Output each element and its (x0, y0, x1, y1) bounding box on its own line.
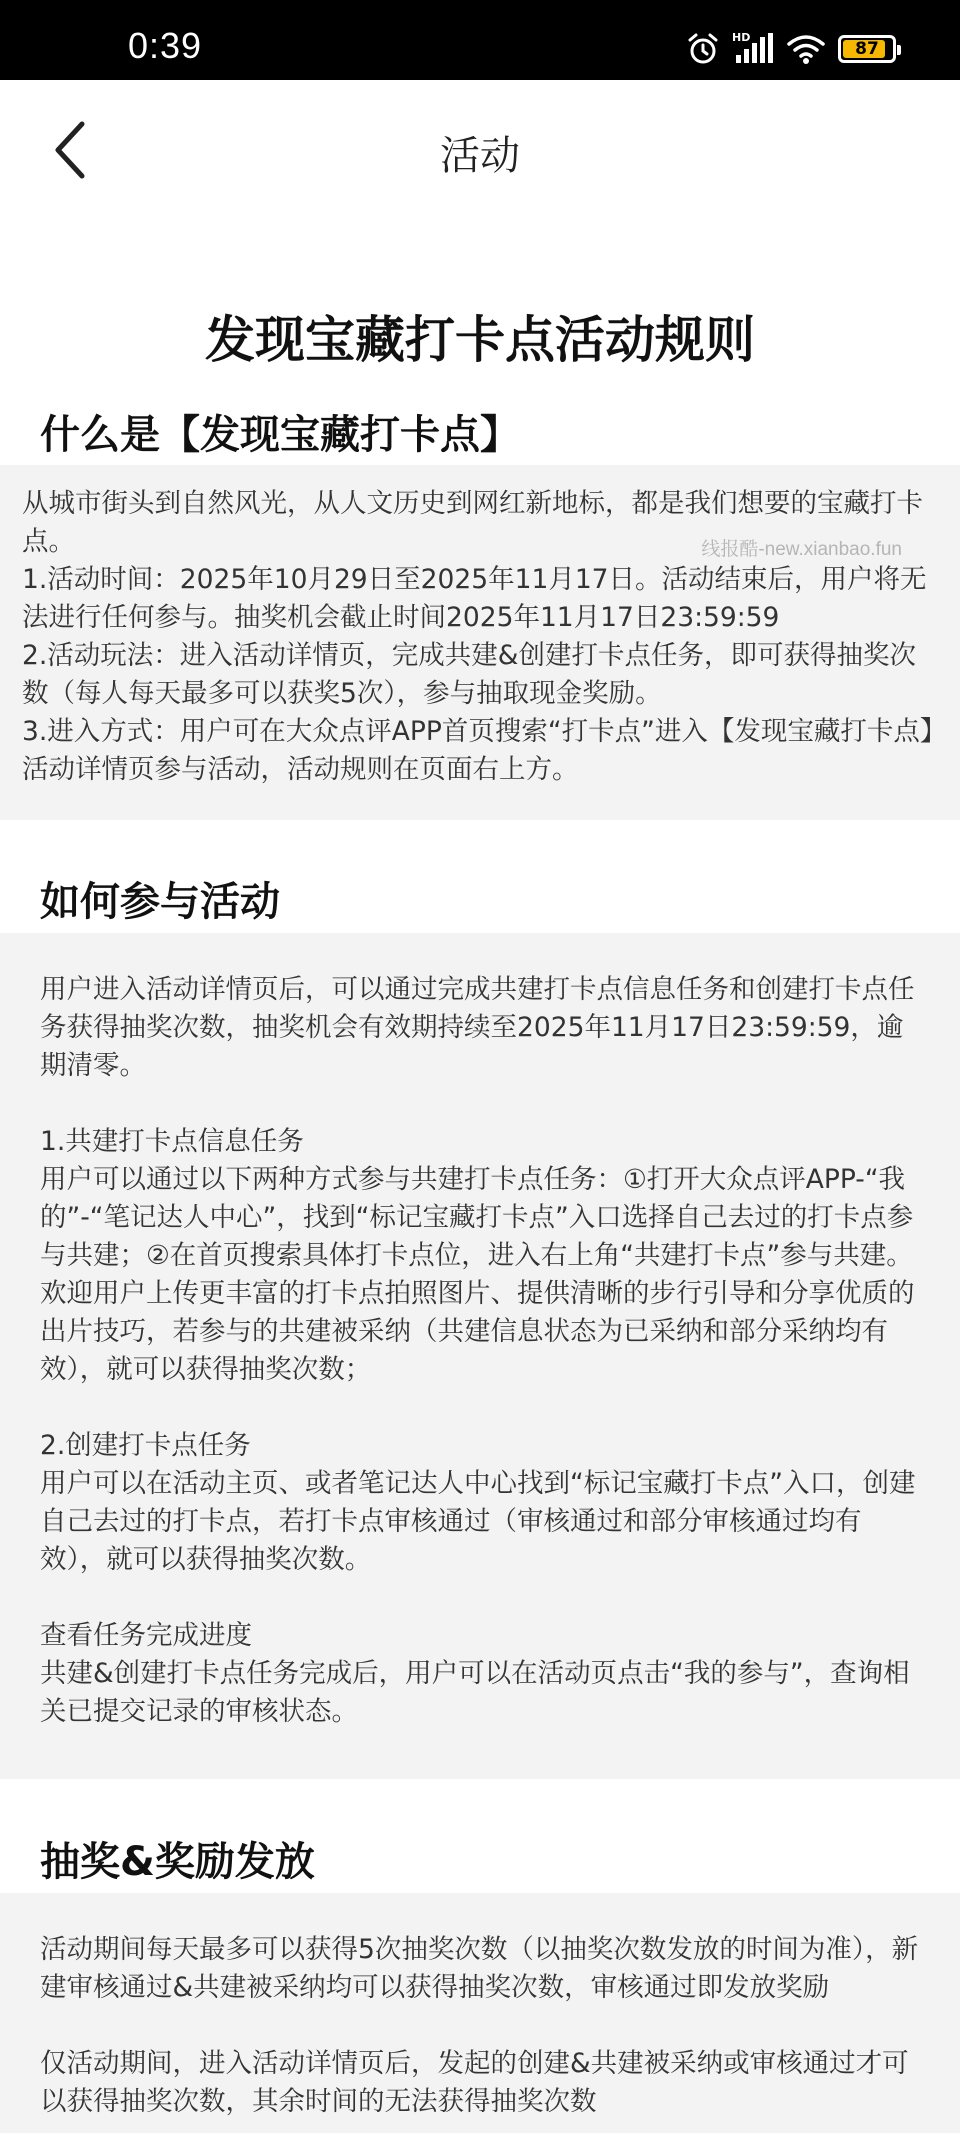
section-heading-what-is: 什么是【发现宝藏打卡点】 (40, 412, 520, 458)
signal-icon (732, 33, 774, 65)
section-heading-how-to-join: 如何参与活动 (40, 879, 280, 925)
status-icons (686, 32, 896, 66)
paragraph: 1.活动时间：2025年10月29日至2025年11月17日。活动结束后，用户将无法进行任何参与。抽奖机会截止时间2025年11月17日23:59:59 (22, 564, 927, 633)
subheading: 查看任务完成进度 (40, 1620, 252, 1651)
document-title: 发现宝藏打卡点活动规则 (205, 311, 755, 369)
paragraph: 用户可以通过以下两种方式参与共建打卡点任务：①打开大众点评APP-“我的”-“笔记达人中心”，找到“标记宝藏打卡点”入口选择自己去过的打卡点参与共建；②在首页搜索具体打卡点位，进入右上角“共建打卡点”参与共建。欢迎用户上传更丰富的打卡点拍照图片、提供清晰的步行引导和分享优质的出片技巧，若参与的共建被采纳（共建信息状态为已采纳和部分采纳均有效），就可以获得抽奖次数； (40, 1164, 915, 1385)
paragraph: 3.进入方式：用户可在大众点评APP首页搜索“打卡点”进入【发现宝藏打卡点】活动详情页参与活动，活动规则在页面右上方。 (22, 716, 934, 785)
section-panel-lottery-rewards (0, 1893, 960, 2133)
paragraph: 2.活动玩法：进入活动详情页，完成共建&创建打卡点任务，即可获得抽奖次数（每人每天最多可以获奖5次），参与抽取现金奖励。 (22, 640, 916, 709)
subheading: 1.共建打卡点信息任务 (40, 1126, 304, 1157)
watermark: 线报酷-new.xianbao.fun (701, 539, 902, 560)
paragraph: 用户进入活动详情页后，可以通过完成共建打卡点信息任务和创建打卡点任务获得抽奖次数，抽奖机会有效期持续至2025年11月17日23:59:59，逾期清零。 (40, 974, 915, 1081)
paragraph: 用户可以在活动主页、或者笔记达人中心找到“标记宝藏打卡点”入口，创建自己去过的打卡点，若打卡点审核通过（审核通过和部分审核通过均有效），就可以获得抽奖次数。 (40, 1468, 916, 1575)
nav-bar (0, 80, 960, 220)
status-time: 0:39 (128, 25, 203, 66)
battery-level: 87 (855, 39, 879, 59)
section-panel-how-to-join (0, 933, 960, 1779)
battery-tip (897, 45, 901, 55)
wifi-icon (786, 33, 826, 65)
section-heading-lottery-rewards: 抽奖&奖励发放 (40, 1839, 315, 1885)
paragraph: 活动期间每天最多可以获得5次抽奖次数（以抽奖次数发放的时间为准），新建审核通过&共建被采纳均可以获得抽奖次数，审核通过即发放奖励 (40, 1934, 919, 2003)
status-bar (0, 0, 960, 80)
subheading: 2.创建打卡点任务 (40, 1430, 251, 1461)
network-label: HD (732, 31, 751, 44)
paragraph: 仅活动期间，进入活动详情页后，发起的创建&共建被采纳或审核通过才可以获得抽奖次数，其余时间的无法获得抽奖次数 (40, 2048, 909, 2117)
paragraph: 从城市街头到自然风光，从人文历史到网红新地标，都是我们想要的宝藏打卡点。 (22, 488, 923, 557)
battery-icon (838, 35, 896, 63)
section-panel-what-is (0, 465, 960, 820)
alarm-icon (686, 32, 720, 66)
paragraph: 共建&创建打卡点任务完成后，用户可以在活动页点击“我的参与”，查询相关已提交记录的审核状态。 (40, 1658, 910, 1727)
page-title: 活动 (440, 133, 520, 179)
